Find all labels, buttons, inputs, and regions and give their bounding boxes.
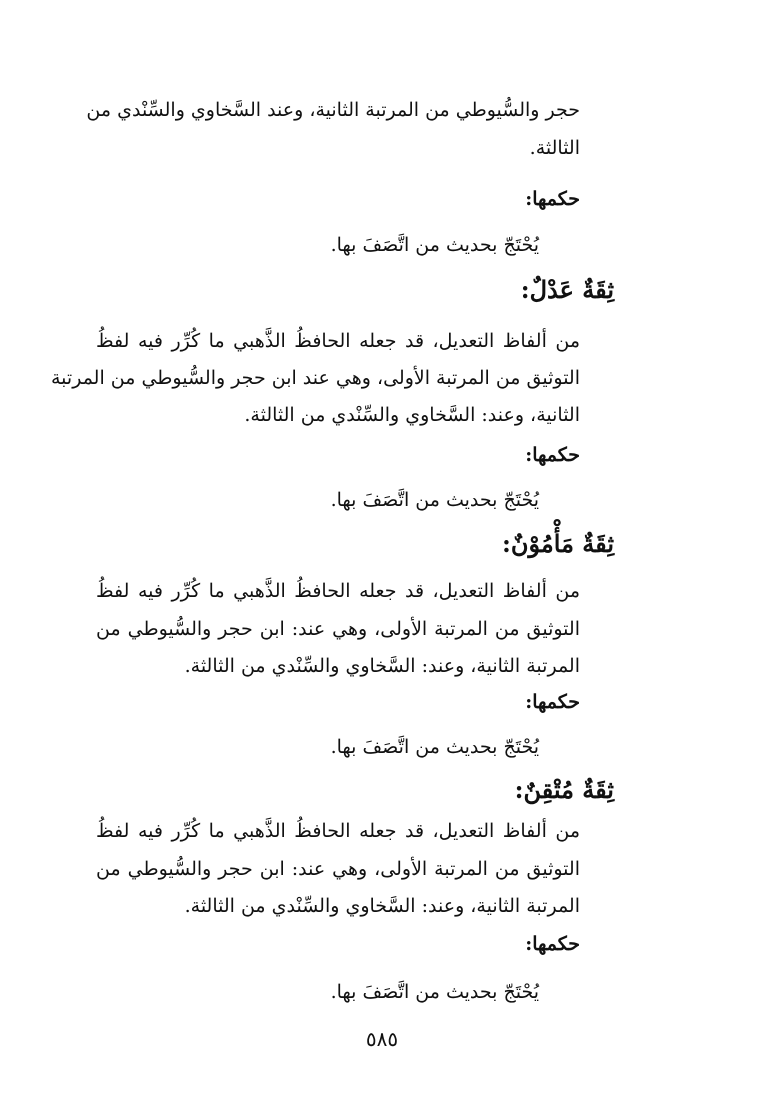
entry-line: التوثيق من المرتبة الأولى، وهي عند: ابن حجر والسُّيوطي من <box>96 858 580 880</box>
intro-line-1: حجر والسُّيوطي من المرتبة الثانية، وعند السَّخاوي والسِّنْدي من <box>86 99 580 121</box>
entry-line: من ألفاظ التعديل، قد جعله الحافظُ الذَّهبي ما كُرِّر فيه لفظُ <box>96 820 580 842</box>
ruling-heading: حكمها: <box>525 691 580 713</box>
ruling-heading: حكمها: <box>525 933 580 955</box>
entry-term: ثِقَةٌ عَدْلٌ: <box>520 275 614 304</box>
entry-line: التوثيق من المرتبة الأولى، وهي عند: ابن حجر والسُّيوطي من <box>96 618 580 640</box>
entry-line: المرتبة الثانية، وعند: السَّخاوي والسِّنْدي من الثالثة. <box>184 895 580 917</box>
entry-line: المرتبة الثانية، وعند: السَّخاوي والسِّنْدي من الثالثة. <box>184 655 580 677</box>
entry-line: الثانية، وعند: السَّخاوي والسِّنْدي من الثالثة. <box>244 404 580 426</box>
ruling-text: يُحْتَجّ بحديث من اتَّصَفَ بها. <box>330 234 539 256</box>
intro-line-2: الثالثة. <box>529 137 580 159</box>
ruling-text: يُحْتَجّ بحديث من اتَّصَفَ بها. <box>330 489 539 511</box>
page-number: ٥٨٥ <box>365 1027 399 1051</box>
entry-line: من ألفاظ التعديل، قد جعله الحافظُ الذَّهبي ما كُرِّر فيه لفظُ <box>96 330 580 352</box>
ruling-heading: حكمها: <box>525 188 580 210</box>
entry-line: من ألفاظ التعديل، قد جعله الحافظُ الذَّهبي ما كُرِّر فيه لفظُ <box>96 580 580 602</box>
entry-term: ثِقَةٌ مَأْمُوْنٌ: <box>502 529 614 558</box>
ruling-text: يُحْتَجّ بحديث من اتَّصَفَ بها. <box>330 981 539 1003</box>
entry-line: التوثيق من المرتبة الأولى، وهي عند ابن حجر والسُّيوطي من المرتبة <box>51 367 580 389</box>
ruling-heading: حكمها: <box>525 444 580 466</box>
entry-term: ثِقَةٌ مُتْقِنٌ: <box>514 775 614 804</box>
ruling-text: يُحْتَجّ بحديث من اتَّصَفَ بها. <box>330 736 539 758</box>
